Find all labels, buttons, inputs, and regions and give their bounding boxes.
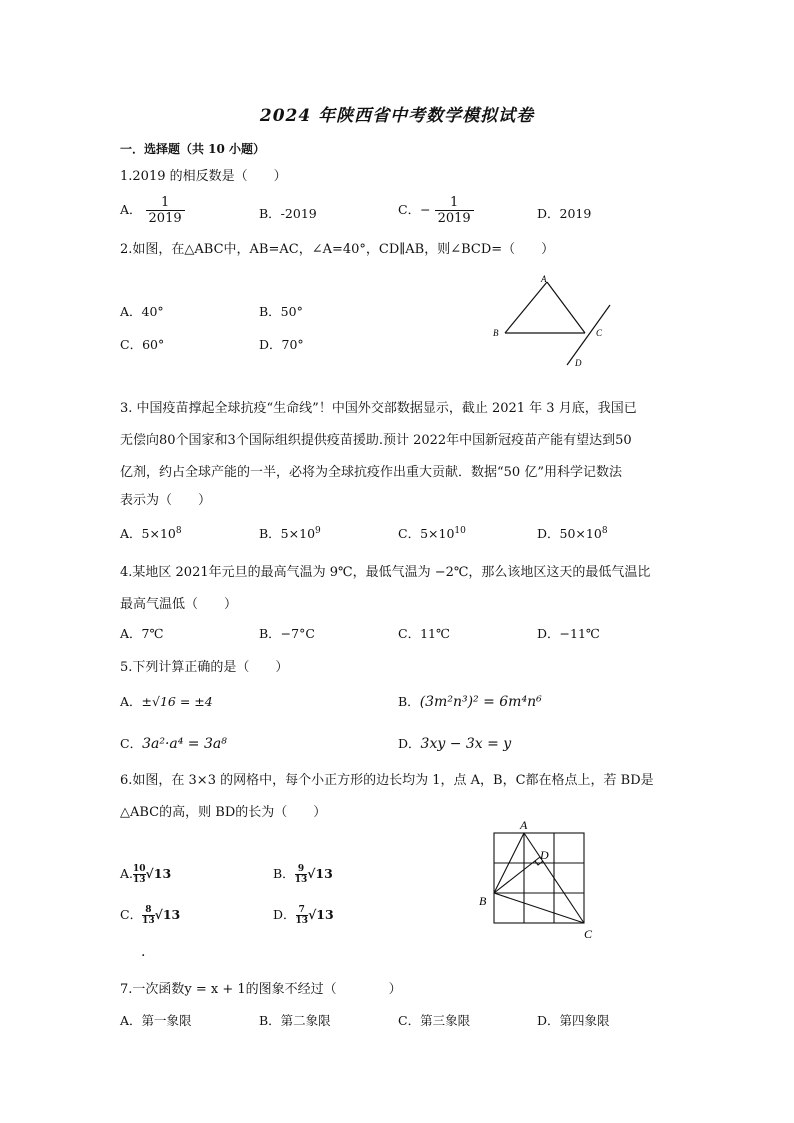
q3-line1: 3. 中国疫苗撑起全球抗疫“生命线”！中国外交部数据显示，截止 2021 年 3 月底，我国已 — [120, 401, 637, 416]
q1-a-label: A． — [120, 202, 142, 217]
q1-stem: 1.2019 的相反数是（ ） — [120, 169, 287, 184]
q6-c-num: 8 — [145, 905, 152, 915]
q3-line4: 表示为（ ） — [120, 493, 212, 508]
q3-d-text: D．50×10 — [537, 526, 602, 541]
q7-option-b[interactable]: B．第二象限 — [259, 1013, 331, 1028]
q1-c-label: C． — [398, 202, 421, 217]
q3-line2: 无偿向80个国家和3个国际组织提供疫苗援助.预计 2022年中国新冠疫苗产能有望达到50 — [120, 433, 632, 448]
q3-option-d[interactable] — [537, 524, 608, 542]
q2-label-d: D — [575, 358, 582, 368]
q5-d-label: D． — [398, 736, 421, 751]
q5-option-b[interactable] — [398, 692, 542, 710]
q3-option-a[interactable] — [120, 524, 182, 542]
q1-a-den: 2019 — [146, 210, 185, 226]
q4-option-b[interactable]: B．−7°C — [259, 626, 315, 641]
q2-triangle-figure — [485, 270, 615, 370]
q2-label-a: A — [541, 274, 547, 284]
q2-label-b: B — [493, 328, 499, 338]
q6-c-label: C． — [120, 907, 143, 922]
q6-line1: 6.如图，在 3×3 的网格中，每个小正方形的边长均为 1，点 A，B，C都在格点上，若 BD是 — [120, 773, 654, 788]
q6-option-a[interactable] — [120, 864, 171, 885]
q6-c-fraction — [142, 905, 155, 926]
q6-d-label: D． — [273, 907, 296, 922]
q6-line2: △ABC的高，则 BD的长为（ ） — [120, 805, 327, 820]
q1-c-num: 1 — [449, 195, 459, 210]
q1-option-a[interactable] — [120, 195, 185, 226]
q3-c-exp: 10 — [454, 525, 466, 536]
q4-option-d[interactable]: D．−11℃ — [537, 626, 600, 641]
q6-d-den: 13 — [295, 916, 309, 926]
q7-stem: 7.一次函数y = x + 1的图象不经过（ ） — [120, 982, 402, 997]
q2-label-c: C — [596, 328, 603, 338]
q2-stem: 2.如图，在△ABC中，AB=AC，∠A=40°，CD∥AB，则∠BCD=（ ） — [120, 242, 555, 257]
q2-option-b[interactable]: B．50° — [259, 304, 303, 319]
q5-c-expr: 3a²·a⁴ = 3a⁸ — [142, 736, 227, 752]
q6-b-den: 13 — [294, 875, 308, 885]
q6-option-b[interactable] — [273, 864, 333, 885]
q6-d-fraction — [296, 905, 309, 926]
q6-b-root: √13 — [307, 866, 333, 881]
q6-grid-figure — [472, 815, 602, 943]
q6-option-d[interactable] — [273, 905, 334, 926]
q5-b-expr: (3m²n³)² = 6m⁴n⁶ — [419, 694, 542, 710]
q7-option-d[interactable]: D．第四象限 — [537, 1013, 610, 1028]
q6-b-num: 9 — [297, 864, 305, 874]
q5-b-label: B． — [398, 694, 420, 709]
q1-option-b[interactable]: B．-2019 — [259, 206, 317, 221]
q5-stem: 5.下列计算正确的是（ ） — [120, 660, 289, 675]
q5-c-label: C． — [120, 736, 143, 751]
q6-a-num: 10 — [133, 864, 146, 874]
q6-label-c: C — [584, 927, 593, 941]
q6-label-b: B — [479, 894, 487, 908]
q1-c-den: 2019 — [435, 210, 474, 226]
q5-a-expr: ±√16 = ±4 — [141, 694, 213, 709]
q4-option-c[interactable]: C．11℃ — [398, 626, 450, 641]
q2-option-c[interactable]: C．60° — [120, 337, 165, 352]
q1-a-num: 1 — [160, 195, 170, 210]
page-title: 2024 年陕西省中考数学模拟试卷 — [259, 106, 535, 126]
q3-a-exp: 8 — [175, 525, 182, 536]
q3-a-text: A．5×10 — [120, 526, 176, 541]
q5-a-label: A． — [120, 694, 142, 709]
q4-line2: 最高气温低（ ） — [120, 597, 238, 612]
q6-b-label: B． — [273, 866, 295, 881]
q6-b-fraction — [295, 864, 308, 885]
q4-option-a[interactable]: A．7℃ — [120, 626, 164, 641]
q6-c-den: 13 — [142, 916, 155, 926]
q2-option-d[interactable]: D．70° — [259, 337, 304, 352]
q6-dot: . — [141, 944, 146, 960]
q6-d-root: √13 — [308, 907, 334, 922]
q3-b-text: B．5×10 — [259, 526, 316, 541]
section-heading: 一．选择题（共 10 小题） — [120, 142, 266, 156]
q3-b-exp: 9 — [315, 525, 321, 536]
q3-option-b[interactable] — [259, 524, 321, 542]
q6-label-d: D — [540, 848, 549, 862]
q6-label-a: A — [520, 818, 528, 832]
q5-option-c[interactable] — [120, 734, 227, 752]
q2-option-a[interactable]: A．40° — [120, 304, 164, 319]
q5-option-a[interactable] — [120, 692, 213, 710]
q7-option-c[interactable]: C．第三象限 — [398, 1013, 471, 1028]
q6-a-label: A. — [120, 866, 134, 881]
q6-a-fraction — [133, 864, 146, 885]
q3-line3: 亿剂，约占全球产能的一半，必将为全球抗疫作出重大贡献．数据“50 亿”用科学记数法 — [120, 465, 622, 480]
q3-c-text: C．5×10 — [398, 526, 455, 541]
q6-a-den: 13 — [133, 875, 146, 885]
q3-option-c[interactable] — [398, 524, 466, 542]
q1-option-d[interactable]: D．2019 — [537, 206, 592, 221]
q4-line1: 4.某地区 2021年元旦的最高气温为 9℃，最低气温为 −2℃，那么该地区这天的最低气温比 — [120, 565, 651, 580]
q1-option-c[interactable] — [398, 195, 474, 226]
q7-option-a[interactable]: A．第一象限 — [120, 1013, 192, 1028]
q1-a-fraction — [146, 195, 185, 226]
q1-c-fraction — [435, 195, 474, 226]
q6-c-root: √13 — [154, 907, 181, 922]
q6-option-c[interactable] — [120, 905, 180, 926]
q3-d-exp: 8 — [601, 525, 608, 536]
q6-a-root: √13 — [145, 866, 172, 881]
q1-c-sign: − — [420, 202, 431, 217]
q6-d-num: 7 — [298, 905, 305, 915]
q5-option-d[interactable] — [398, 734, 511, 752]
q5-d-expr: 3xy − 3x = y — [420, 736, 512, 752]
